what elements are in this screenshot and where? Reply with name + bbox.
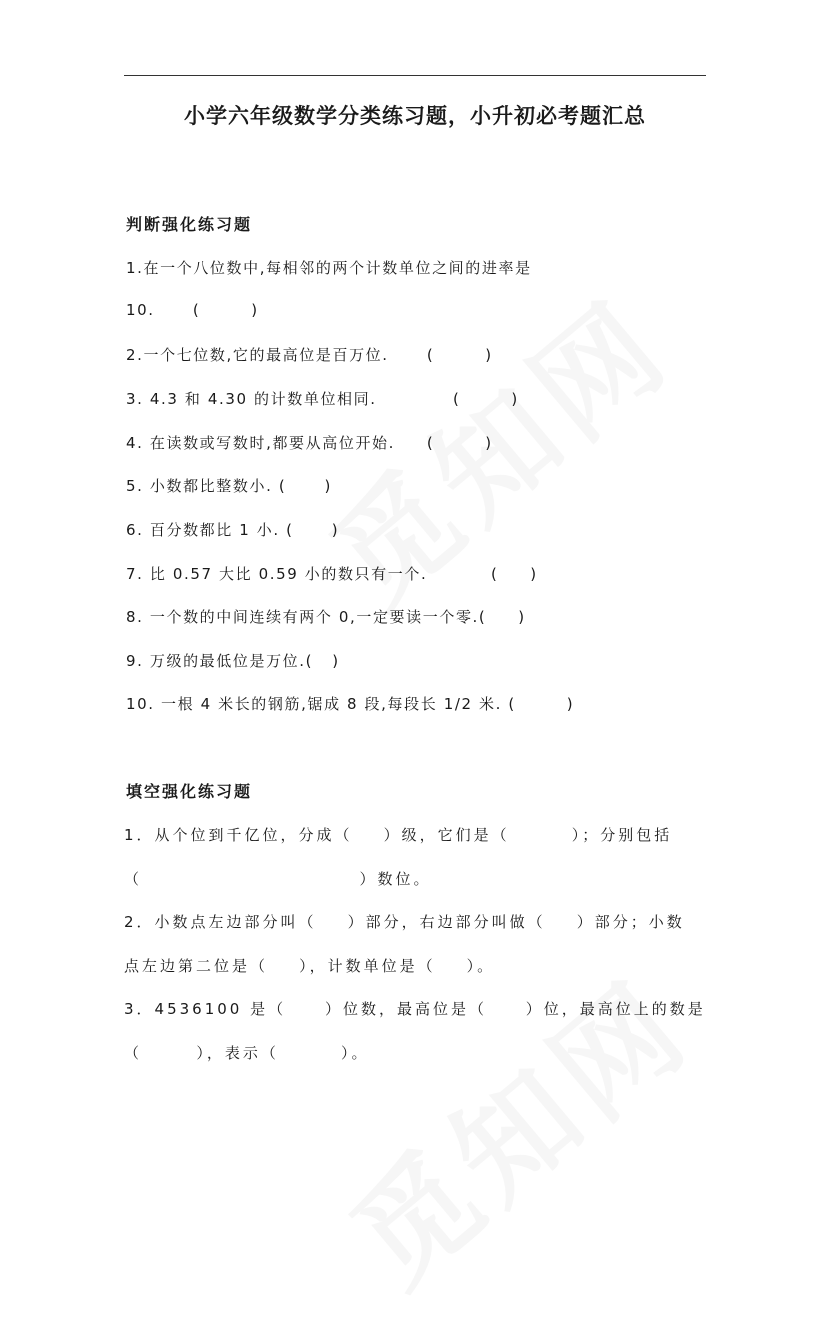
section-heading-judgment: 判断强化练习题	[126, 215, 253, 234]
question-line: 5. 小数都比整数小. ( )	[126, 477, 332, 495]
section-heading-fill-in: 填空强化练习题	[126, 782, 253, 801]
watermark	[310, 935, 719, 1317]
question-line: 1．从个位到千亿位，分成（ ）级，它们是（ ）；分别包括	[124, 826, 673, 844]
question-line: 2.一个七位数,它的最高位是百万位. ( )	[126, 346, 493, 364]
question-line: 6. 百分数都比 1 小. ( )	[126, 521, 340, 539]
question-line: （ ）数位。	[124, 870, 432, 888]
question-line: 2．小数点左边部分叫（ ）部分，右边部分叫做（ ）部分；小数	[124, 913, 685, 931]
question-line: 4. 在读数或写数时,都要从高位开始. ( )	[126, 434, 493, 452]
question-line: 10. ( )	[126, 301, 259, 319]
top-rule	[124, 75, 706, 76]
question-line: 8. 一个数的中间连续有两个 0,一定要读一个零.( )	[126, 608, 526, 626]
question-line: 3．4536100 是（ ）位数，最高位是（ ）位，最高位上的数是	[124, 1000, 706, 1018]
question-line: 3. 4.3 和 4.30 的计数单位相同. ( )	[126, 390, 519, 408]
question-line: 7. 比 0.57 大比 0.59 小的数只有一个. ( )	[126, 565, 538, 583]
page-title: 小学六年级数学分类练习题，小升初必考题汇总	[184, 104, 646, 128]
question-line: 1.在一个八位数中,每相邻的两个计数单位之间的进率是	[126, 259, 532, 277]
question-line: 10. 一根 4 米长的钢筋,锯成 8 段,每段长 1/2 米. ( )	[126, 695, 575, 713]
question-line: （ ），表示（ ）。	[124, 1044, 370, 1062]
question-line: 9. 万级的最低位是万位.( )	[126, 652, 340, 670]
question-line: 点左边第二位是（ ），计数单位是（ ）。	[124, 957, 496, 975]
